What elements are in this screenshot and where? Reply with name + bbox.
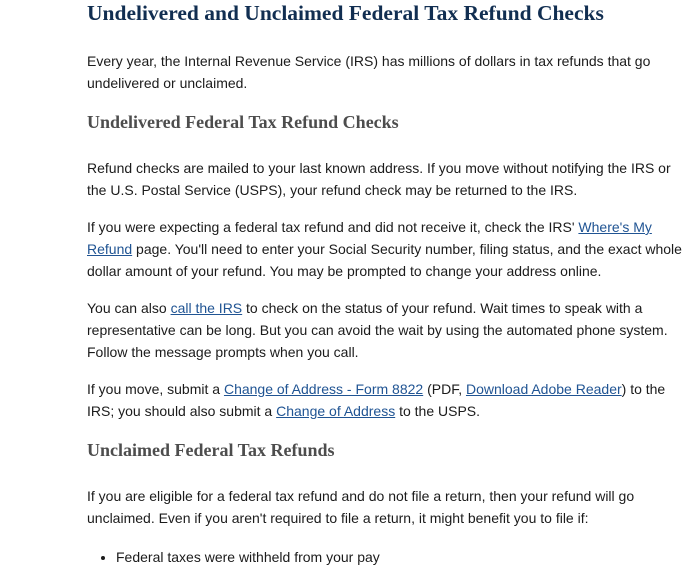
text-segment: to check on the status of your refund. Wait times to speak with a representative can be long. But you can avoid the wait by using the automated phone system. Follow the message prompts when you call. <box>87 300 668 360</box>
page-title: Undelivered and Unclaimed Federal Tax Refund Checks <box>87 1 604 25</box>
text-segment: page. You'll need to enter your Social Security number, filing status, and the exact whole dollar amount of your refund. You may be prompted to change your address online. <box>87 241 682 279</box>
intro-paragraph: Every year, the Internal Revenue Service (IRS) has millions of dollars in tax refunds that go undelivered or unclaimed. <box>87 53 651 91</box>
text-segment: ) to the IRS; you should also submit a <box>87 381 666 419</box>
paragraph-call-irs <box>87 297 692 363</box>
section-heading-unclaimed: Unclaimed Federal Tax Refunds <box>87 440 335 460</box>
text-segment: (PDF, <box>423 381 466 397</box>
download-adobe-reader-link[interactable]: Download Adobe Reader <box>465 381 622 397</box>
paragraph-change-of-address <box>87 378 692 422</box>
section-heading-undelivered: Undelivered Federal Tax Refund Checks <box>87 112 399 132</box>
text-segment: If you move, submit a <box>87 381 224 397</box>
reasons-list <box>87 546 380 568</box>
wheres-my-refund-link[interactable]: Where's My Refund <box>87 219 652 257</box>
paragraph-wheres-my-refund <box>87 216 692 282</box>
list-item: • Federal taxes were withheld from your pay <box>116 546 380 568</box>
text-segment: If you were expecting a federal tax refund and did not receive it, check the IRS' <box>87 219 579 235</box>
paragraph-refund-checks-mailed: Refund checks are mailed to your last known address. If you move without notifying the IRS or the U.S. Postal Service (USPS), your refund check may be returned to the IRS. <box>87 160 671 198</box>
text-segment: You can also <box>87 300 171 316</box>
text-segment: to the USPS. <box>395 403 481 419</box>
paragraph-unclaimed-refunds: If you are eligible for a federal tax refund and do not file a return, then your refund will go unclaimed. Even if you aren't required to file a return, it might benefit you to file if: <box>87 488 635 526</box>
form-8822-link[interactable]: Change of Address - Form 8822 <box>223 381 424 397</box>
usps-change-of-address-link[interactable]: Change of Address <box>276 403 396 419</box>
call-the-irs-link[interactable]: call the IRS <box>170 300 243 316</box>
